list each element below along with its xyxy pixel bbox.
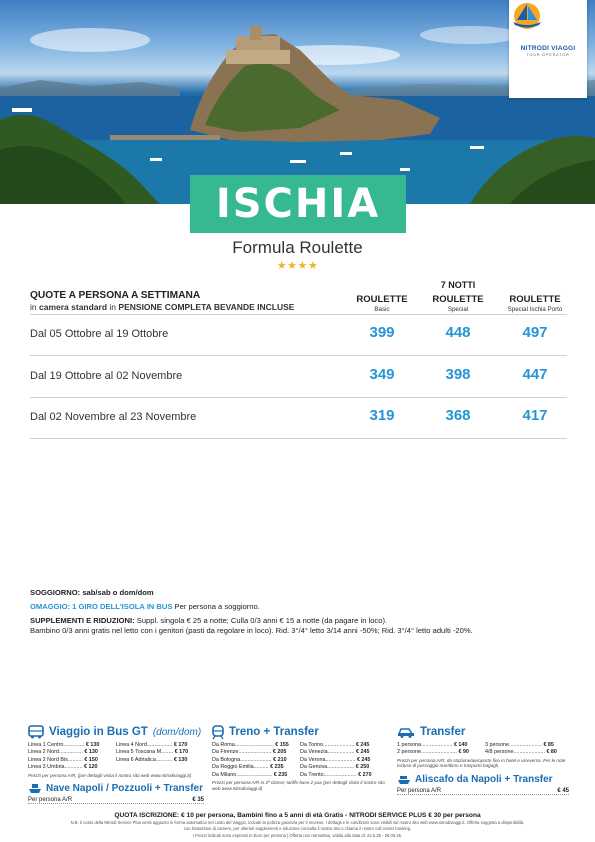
price-special-ischia-porto: 497 xyxy=(522,324,548,341)
supplements-title: SUPPLEMENTI E RIDUZIONI: xyxy=(30,616,135,625)
list-item: Linea 1 Centro.............. € 130 xyxy=(28,742,100,748)
omaggio-text: Per persona a soggiorno. xyxy=(172,602,260,611)
bus-heading xyxy=(28,724,204,740)
hero-photo xyxy=(0,0,595,204)
table-subheading xyxy=(30,302,294,312)
bus-section xyxy=(28,724,204,804)
price-special: 448 xyxy=(445,324,471,341)
price-basic: 349 xyxy=(369,366,395,383)
aliscafo-price-row xyxy=(397,788,569,795)
column-sub: Special xyxy=(447,306,469,313)
column-sub: Special Ischia Porto xyxy=(507,306,563,313)
list-item: Linea 5 Toscana M........ € 170 xyxy=(116,749,189,756)
list-item: 4/8 persone..................... € 80 xyxy=(485,749,557,756)
title-band xyxy=(190,175,406,233)
list-item: Linea 4 Nord................. € 170 xyxy=(116,742,188,748)
transfer-fine-print: Prezzi per persona A/R, da stazione/aeroporto fino in hotel e viceversa. Per le note incluso di passaggio marittimo e trasporto bagagli. xyxy=(397,757,566,769)
list-item: Da Reggio Emilia.......... € 235 xyxy=(212,764,284,771)
period-label: Dal 05 Ottobre al 19 Ottobre xyxy=(30,328,169,340)
price-basic: 399 xyxy=(369,324,395,341)
transfer-price-list xyxy=(397,742,569,757)
price-special: 398 xyxy=(445,366,471,383)
bus-title: Viaggio in Bus GT xyxy=(49,726,148,738)
car-icon xyxy=(397,726,415,738)
nave-label: Per persona A/R xyxy=(28,797,73,804)
registration-fee: QUOTA ISCRIZIONE: € 10 per persona, Bambini fino a 5 anni di età Gratis - NITRODI SERVICE PLUS € 30 per persona xyxy=(114,812,481,819)
table-row xyxy=(30,356,567,398)
list-item: Da Trento...................... € 270 xyxy=(300,771,372,778)
aliscafo-price: € 45 xyxy=(557,788,569,794)
board-type: PENSIONE COMPLETA BEVANDE INCLUSE xyxy=(118,302,295,312)
hydrofoil-icon xyxy=(397,773,411,785)
train-icon xyxy=(212,725,224,740)
supplements-note xyxy=(30,616,570,636)
island-illustration xyxy=(0,0,595,204)
sub-in: in xyxy=(30,302,37,312)
price-basic: 319 xyxy=(369,407,395,424)
column-header-basic xyxy=(342,294,422,313)
list-item: Linea 2 Nord Bis.......... € 150 xyxy=(28,756,98,763)
bus-price-list xyxy=(28,742,204,772)
nave-price: € 35 xyxy=(192,797,204,804)
star-rating: ★★★★ xyxy=(276,260,319,272)
bus-icon xyxy=(28,725,44,739)
nights-label: 7 NOTTI xyxy=(440,280,476,290)
list-item: Da Genova.................. € 250 xyxy=(300,764,370,771)
aliscafo-title: Aliscafo da Napoli + Transfer xyxy=(415,773,553,785)
sailboat-logo-icon xyxy=(509,0,545,30)
train-price-list xyxy=(212,742,388,779)
column-name: ROULETTE xyxy=(509,294,561,305)
ship-icon xyxy=(28,782,42,794)
logo-subtitle: TOUR OPERATOR xyxy=(526,52,570,57)
footer xyxy=(0,812,595,838)
list-item: Da Torino..................... € 245 xyxy=(300,742,370,748)
period-label: Dal 19 Ottobre al 02 Novembre xyxy=(30,370,183,382)
omaggio-title: OMAGGIO: 1 GIRO DELL'ISOLA IN BUS xyxy=(30,602,173,611)
omaggio-note xyxy=(30,602,570,612)
list-item: Linea 6 Adriatica........... € 130 xyxy=(116,756,188,763)
column-sub: Basic xyxy=(374,306,390,313)
train-heading xyxy=(212,724,388,740)
list-item: Da Firenze...................... € 205 xyxy=(212,749,287,756)
soggiorno-note: SOGGIORNO: sab/sab o dom/dom xyxy=(30,588,154,597)
formula-name: Formula Roulette xyxy=(232,238,363,257)
aliscafo-label: Per persona A/R xyxy=(397,788,442,794)
table-row xyxy=(30,314,567,356)
nave-heading xyxy=(28,782,204,794)
aliscafo-heading xyxy=(397,773,569,785)
supplements-text-2: Bambino 0/3 anni gratis nel letto con i genitori (pasti da regolare in loco). Rid. 3°/4° letto 3/14 anni -50%; Rid. 3°/4° letto adulti -20%. xyxy=(30,626,473,635)
nave-title: Nave Napoli / Pozzuoli + Transfer xyxy=(46,782,203,794)
train-section xyxy=(212,724,388,791)
train-title: Treno + Transfer xyxy=(229,726,319,738)
footer-fine-1: N.B. Il costo della Nitrodi Service Plus verrà aggiunto in forma automatica nel costo del viaggio, include la polizza garanzia per il recesso. I dettagli e le condizioni sono visibili sul nostro sito web www.nitrodiviaggi.it. Offerta soggetta a disponibilità, xyxy=(70,820,525,825)
page-title: ISCHIA xyxy=(215,181,381,227)
supplements-text: Suppl. singola € 25 a notte; Culla 0/3 anni € 15 a notte (da pagare in loco). xyxy=(134,616,388,625)
footer-fine-2: con limitazione di camere, per ulteriori supplementi e riduzione consulta il nostro sito o chiama il nostro call center booking. xyxy=(183,826,412,832)
period-label: Dal 02 Novembre al 23 Novembre xyxy=(30,411,197,423)
column-name: ROULETTE xyxy=(356,294,408,305)
list-item: 2 persone........................ € 90 xyxy=(397,749,469,756)
price-special: 368 xyxy=(445,407,471,424)
transfer-title: Transfer xyxy=(420,726,466,738)
logo-text: NITRODI VIAGGI xyxy=(520,44,576,52)
list-item: Da Bologna..................... € 210 xyxy=(212,756,287,763)
list-item: 1 persona..................... € 140 xyxy=(397,742,468,748)
bus-fine-print: Prezzi per persona A/R, (per dettagli visita il nostro sito web www.nitrodiviaggi.it) xyxy=(28,772,192,778)
table-row xyxy=(30,397,567,439)
price-special-ischia-porto: 417 xyxy=(522,407,548,424)
notes-section xyxy=(30,588,570,640)
list-item: Linea 2 Nord................ € 130 xyxy=(28,749,98,756)
list-item: Linea 3 Umbria............ € 120 xyxy=(28,764,98,771)
table-heading: QUOTE A PERSONA A SETTIMANA xyxy=(30,290,201,301)
list-item: Da Milano........................ € 235 xyxy=(212,771,288,778)
transfer-section xyxy=(397,724,569,795)
list-item: 3 persone...................... € 85 xyxy=(485,742,554,748)
nave-price-row xyxy=(28,797,204,804)
column-header-special-ischia-porto xyxy=(481,294,589,313)
train-fine-print: Prezzi per persona A/R in 2ª classe; tariffe base 2 pax (per dettagli visita il nostro sito web www.nitrodiviaggi.it) xyxy=(212,780,385,791)
list-item: Da Verona.................... € 245 xyxy=(300,756,371,763)
sub-in-2: in xyxy=(109,302,117,312)
column-name: ROULETTE xyxy=(432,294,484,305)
room-type: camera standard xyxy=(39,302,108,312)
brand-logo[interactable] xyxy=(509,0,587,98)
footer-fine-3: I Prezzi indicati sono espressi in Euro per persona | Offerta non retroattiva, valida alla data di: 22.5.25 - 29.09.25. xyxy=(192,832,403,838)
list-item: Da Roma.......................... € 155 xyxy=(212,742,289,748)
price-special-ischia-porto: 447 xyxy=(522,366,548,383)
bus-subtitle: (dom/dom) xyxy=(152,726,202,738)
transfer-heading xyxy=(397,724,569,740)
list-item: Da Venezia.................. € 245 xyxy=(300,749,370,756)
